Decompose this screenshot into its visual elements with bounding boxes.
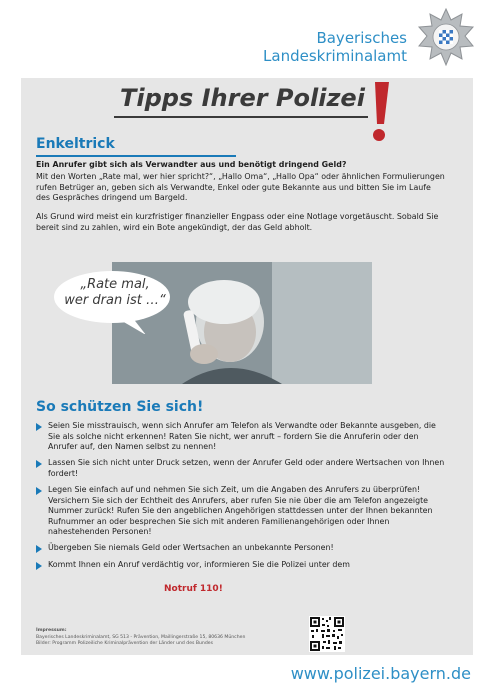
bubble-line-2: wer dran ist …“ bbox=[64, 293, 166, 308]
exclamation-icon bbox=[369, 80, 391, 144]
qr-code[interactable] bbox=[309, 616, 345, 652]
tip-text: Seien Sie misstrauisch, wenn sich Anrufer am Telefon als Verwandte oder Bekannte ausgeben, die Sie als solche nicht erkennen! Raten Sie nicht, wer anruft – fordern Sie die Anruferin oder den Anrufer auf, den Namen selbst zu nennen! bbox=[48, 421, 436, 452]
lead-question: Ein Anrufer gibt sich als Verwandter aus und benötigt dringend Geld? bbox=[36, 160, 347, 169]
imprint-credits: Bilder: Programm Polizeiliche Kriminalprävention der Länder und des Bundes bbox=[36, 641, 213, 647]
imprint-address: Bayerisches Landeskriminalamt, SG 513 - Prävention, Maillingerstraße 15, 80636 München bbox=[36, 634, 246, 640]
bullet-triangle-icon bbox=[36, 545, 42, 553]
list-item bbox=[36, 560, 448, 571]
imprint-label: Impressum: bbox=[36, 628, 67, 633]
bullet-triangle-icon bbox=[36, 460, 42, 468]
imprint bbox=[36, 628, 296, 648]
section-heading-underline bbox=[36, 155, 236, 157]
tip-text: Übergeben Sie niemals Geld oder Wertsachen an unbekannte Personen! bbox=[48, 543, 334, 553]
list-item bbox=[36, 458, 448, 479]
protection-tips-list bbox=[36, 421, 448, 576]
section-heading-enkeltrick: Enkeltrick bbox=[36, 136, 115, 152]
tip-text: Legen Sie einfach auf und nehmen Sie sich Zeit, um die Angaben des Anrufers zu überprüfen! Versichern Sie sich der Echtheit des Anrufers, aber rufen Sie nie über die am Telefon angezeigte Nummer zurück! Rufen Sie den angeblichen Angehörigen stattdessen unter der Ihnen bekannten Rufnummer an oder besprechen Sie sich mit anderen Familienangehörigen oder Ihnen nahestehenden Personen! bbox=[48, 484, 433, 537]
emergency-number: Notruf 110! bbox=[164, 584, 223, 594]
list-item bbox=[36, 543, 448, 554]
speech-bubble-text bbox=[60, 277, 170, 309]
page-title: Tipps Ihrer Polizei bbox=[120, 84, 365, 112]
bullet-triangle-icon bbox=[36, 423, 42, 431]
bavarian-police-star-icon bbox=[415, 8, 477, 70]
bullet-triangle-icon bbox=[36, 562, 42, 570]
intro-paragraph: Mit den Worten „Rate mal, wer hier spricht?“, „Hallo Oma“, „Hallo Opa“ oder ähnlichen Formulierungen rufen Betrüger an, geben sich als Verwandte, Enkel oder gute Bekannte aus und bitten Sie im Laufe des Gespräches dringend um Bargeld. bbox=[36, 172, 445, 203]
org-line-2: Landeskriminalamt bbox=[263, 47, 407, 65]
reason-paragraph: Als Grund wird meist ein kurzfristiger finanzieller Engpass oder eine Notlage vorgetäuscht. Sobald Sie bereit sind zu zahlen, wird ein Bote angekündigt, der das Geld abholt. bbox=[36, 212, 439, 232]
section-heading-protection: So schützen Sie sich! bbox=[36, 399, 204, 415]
org-line-1: Bayerisches bbox=[316, 29, 407, 47]
list-item bbox=[36, 485, 448, 538]
organization-name bbox=[263, 29, 407, 65]
tip-text: Lassen Sie sich nicht unter Druck setzen, wenn der Anrufer Geld oder andere Wertsachen von Ihnen fordert! bbox=[48, 458, 445, 478]
website-link[interactable]: www.polizei.bayern.de bbox=[290, 664, 471, 683]
tip-text: Kommt Ihnen ein Anruf verdächtig vor, informieren Sie die Polizei unter dem bbox=[48, 559, 350, 569]
title-underline bbox=[114, 116, 368, 118]
page-header bbox=[0, 0, 493, 78]
bubble-line-1: „Rate mal, bbox=[80, 277, 150, 292]
list-item bbox=[36, 421, 448, 453]
bullet-triangle-icon bbox=[36, 487, 42, 495]
